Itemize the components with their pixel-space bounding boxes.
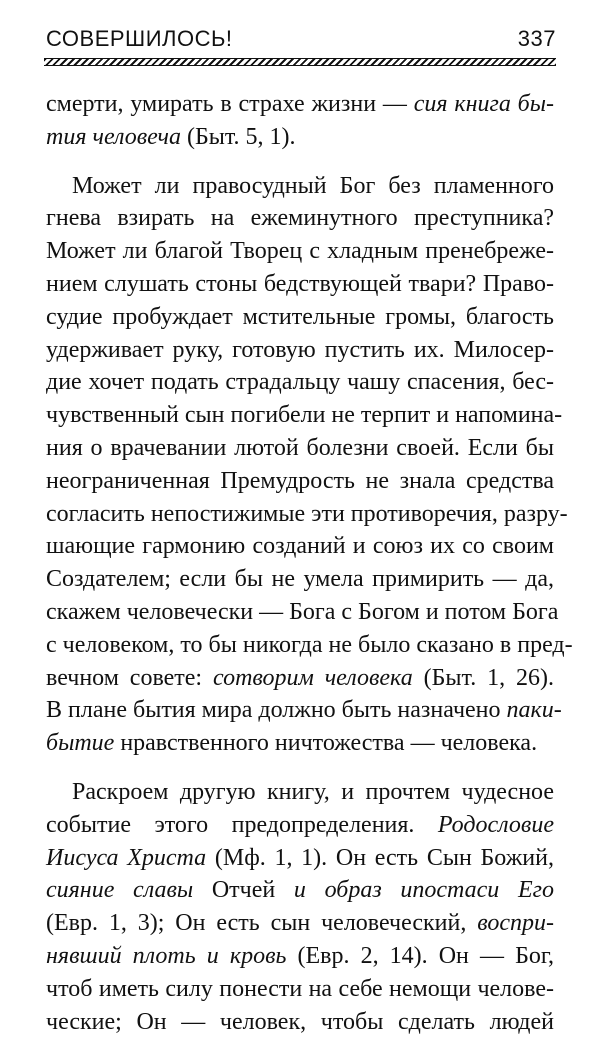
text-line bbox=[46, 809, 554, 842]
ornamental-rule bbox=[44, 58, 556, 66]
text-line bbox=[46, 694, 562, 727]
text-run: Раскроем другую книгу, и прочтем чудесное bbox=[72, 778, 554, 805]
text-run: чтоб иметь силу понести на себе немощи челове- bbox=[46, 975, 554, 1002]
text-run: чувственный сын погибели не терпит и напомина- bbox=[46, 402, 563, 429]
text-run: гнева взирать на ежеминутного преступника? bbox=[46, 205, 554, 232]
text-run: (Быт. 5, 1). bbox=[180, 123, 296, 150]
text-run: В плане бытия мира должно быть назначено bbox=[46, 697, 507, 724]
italic-quote: Иисуса Христа bbox=[46, 844, 207, 871]
text-run: событие этого предопределения. bbox=[46, 811, 438, 838]
text-line bbox=[46, 563, 554, 596]
text-run: (Мф. 1, 1). Он есть Сын Божий, bbox=[206, 844, 554, 871]
text-run: с человеком, то бы никогда не было сказано в пред- bbox=[46, 631, 573, 658]
text-run: судие пробуждает мстительные громы, благость bbox=[46, 303, 554, 330]
text-run: Отчей bbox=[193, 877, 294, 904]
text-run: (Евр. 2, 14). Он — Бог, bbox=[286, 942, 554, 969]
text-line bbox=[46, 973, 554, 1006]
text-line bbox=[46, 301, 554, 334]
text-line bbox=[46, 465, 554, 498]
text-line bbox=[46, 121, 554, 154]
text-line bbox=[46, 1006, 554, 1038]
page-number: 337 bbox=[517, 26, 556, 51]
text-run: смерти, умирать в страхе жизни — bbox=[46, 91, 414, 117]
text-run: (Быт. 1, 26). bbox=[412, 664, 555, 691]
running-header bbox=[46, 18, 556, 52]
italic-quote: сия книга бы- bbox=[413, 91, 554, 117]
text-run: Создателем; если бы не умела примирить — да, bbox=[46, 566, 554, 593]
text-line bbox=[46, 170, 554, 203]
text-line bbox=[46, 530, 554, 563]
text-run: Может ли благой Творец с хладным пренебреже- bbox=[46, 238, 554, 265]
text-line bbox=[46, 776, 554, 809]
text-line bbox=[46, 940, 554, 973]
text-line bbox=[46, 235, 554, 268]
text-run: удерживает руку, готовую пустить их. Милосер- bbox=[46, 336, 554, 363]
text-run: нравственного ничтожества — человека. bbox=[114, 730, 538, 757]
italic-quote: воспри- bbox=[477, 910, 554, 937]
text-line bbox=[46, 662, 554, 695]
text-line bbox=[46, 399, 563, 432]
italic-quote: тия человеча bbox=[46, 123, 181, 150]
text-run: дие хочет подать страдальцу чашу спасения, бес- bbox=[46, 369, 554, 396]
text-line bbox=[46, 842, 554, 875]
italic-quote: и образ ипостаси Его bbox=[293, 877, 554, 904]
text-run: скажем человечески — Бога с Богом и потом Бога bbox=[46, 598, 559, 625]
text-run: вечном совете: bbox=[46, 664, 214, 691]
italic-quote: сотворим человека bbox=[213, 664, 413, 691]
text-run: ческие; Он — человек, чтобы сделать людей bbox=[46, 1008, 554, 1035]
text-line bbox=[46, 596, 559, 629]
italic-quote: паки- bbox=[506, 697, 562, 724]
text-line bbox=[46, 874, 554, 907]
text-line bbox=[46, 334, 554, 367]
text-line bbox=[46, 629, 573, 662]
text-line bbox=[46, 727, 554, 760]
text-line bbox=[46, 202, 554, 235]
italic-quote: нявший плоть и кровь bbox=[46, 942, 287, 969]
text-line bbox=[46, 268, 554, 301]
text-run: неограниченная Премудрость не знала средства bbox=[46, 467, 554, 494]
text-run: нием слушать стоны бедствующей твари? Право- bbox=[46, 270, 554, 297]
text-line bbox=[46, 907, 554, 940]
text-run: шающие гармонию созданий и союз их со своим bbox=[46, 533, 554, 560]
italic-quote: бытие bbox=[46, 730, 115, 757]
italic-quote: сияние славы bbox=[46, 877, 194, 904]
text-run: (Евр. 1, 3); Он есть сын человеческий, bbox=[46, 910, 478, 937]
text-line bbox=[46, 432, 554, 465]
italic-quote: Родословие bbox=[437, 811, 554, 838]
running-title: СОВЕРШИЛОСЬ! bbox=[46, 26, 233, 51]
text-line bbox=[46, 498, 568, 531]
text-run: Может ли правосудный Бог без пламенного bbox=[72, 172, 554, 199]
text-line bbox=[46, 88, 554, 121]
body-text bbox=[46, 88, 573, 1038]
text-line bbox=[46, 366, 554, 399]
text-run: ния о врачевании лютой болезни своей. Если бы bbox=[46, 434, 554, 461]
text-run: согласить непостижимые эти противоречия, разру- bbox=[46, 500, 568, 527]
